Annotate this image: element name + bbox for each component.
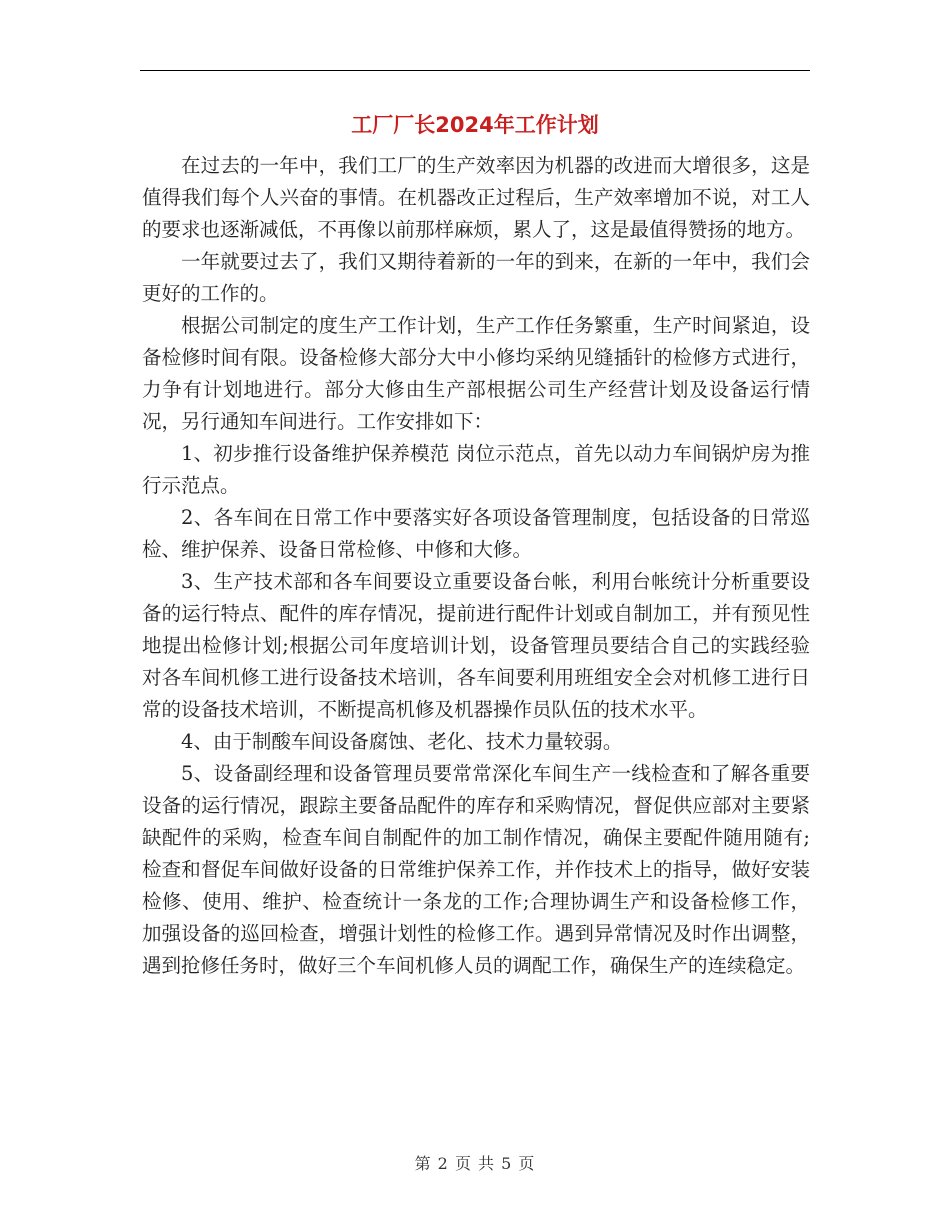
- paragraph-plan-overview: 根据公司制定的度生产工作计划，生产工作任务繁重，生产时间紧迫，设备检修时间有限。设备检修大部分大中小修均采纳见缝插针的检修方式进行，力争有计划地进行。部分大修由生产部根据公司生产经营计划及设备运行情况，另行通知车间进行。工作安排如下：: [142, 314, 810, 433]
- paragraph-item-5: 5、设备副经理和设备管理员要常常深化车间生产一线检查和了解各重要设备的运行情况，跟踪主要备品配件的库存和采购情况，督促供应部对主要紧缺配件的采购，检查车间自制配件的加工制作情况，确保主要配件随用随有;检查和督促车间做好设备的日常维护保养工作，并作技术上的指导，做好安装检修、使用、维护、检查统计一条龙的工作;合理协调生产和设备检修工作，加强设备的巡回检查，增强计划性的检修工作。遇到异常情况及时作出调整，遇到抢修任务时，做好三个车间机修人员的调配工作，确保生产的连续稳定。: [142, 762, 810, 977]
- paragraph-intro: 在过去的一年中，我们工厂的生产效率因为机器的改进而大增很多，这是值得我们每个人兴奋的事情。在机器改正过程后，生产效率增加不说，对工人的要求也逐渐减低，不再像以前那样麻烦，累人了，这是最值得赞扬的地方。: [142, 154, 810, 241]
- paragraph-item-2: 2、各车间在日常工作中要落实好各项设备管理制度，包括设备的日常巡检、维护保养、设备日常检修、中修和大修。: [142, 506, 810, 561]
- document-body: [142, 150, 810, 982]
- page-number-footer: 第 2 页 共 5 页: [414, 1154, 536, 1173]
- paragraph-item-4: 4、由于制酸车间设备腐蚀、老化、技术力量较弱。: [181, 730, 623, 753]
- document-title: 工厂厂长2024年工作计划: [351, 113, 599, 137]
- header-rule: [140, 70, 810, 71]
- paragraph-item-1: 1、初步推行设备维护保养模范 岗位示范点，首先以动力车间锅炉房为推行示范点。: [142, 442, 810, 497]
- paragraph-new-year: 一年就要过去了，我们又期待着新的一年的到来，在新的一年中，我们会更好的工作的。: [142, 250, 810, 305]
- paragraph-item-3: 3、生产技术部和各车间要设立重要设备台帐，利用台帐统计分析重要设备的运行特点、配件的库存情况，提前进行配件计划或自制加工，并有预见性地提出检修计划;根据公司年度培训计划，设备管理员要结合自己的实践经验对各车间机修工进行设备技术培训，各车间要利用班组安全会对机修工进行日常的设备技术培训，不断提高机修及机器操作员队伍的技术水平。: [142, 570, 810, 721]
